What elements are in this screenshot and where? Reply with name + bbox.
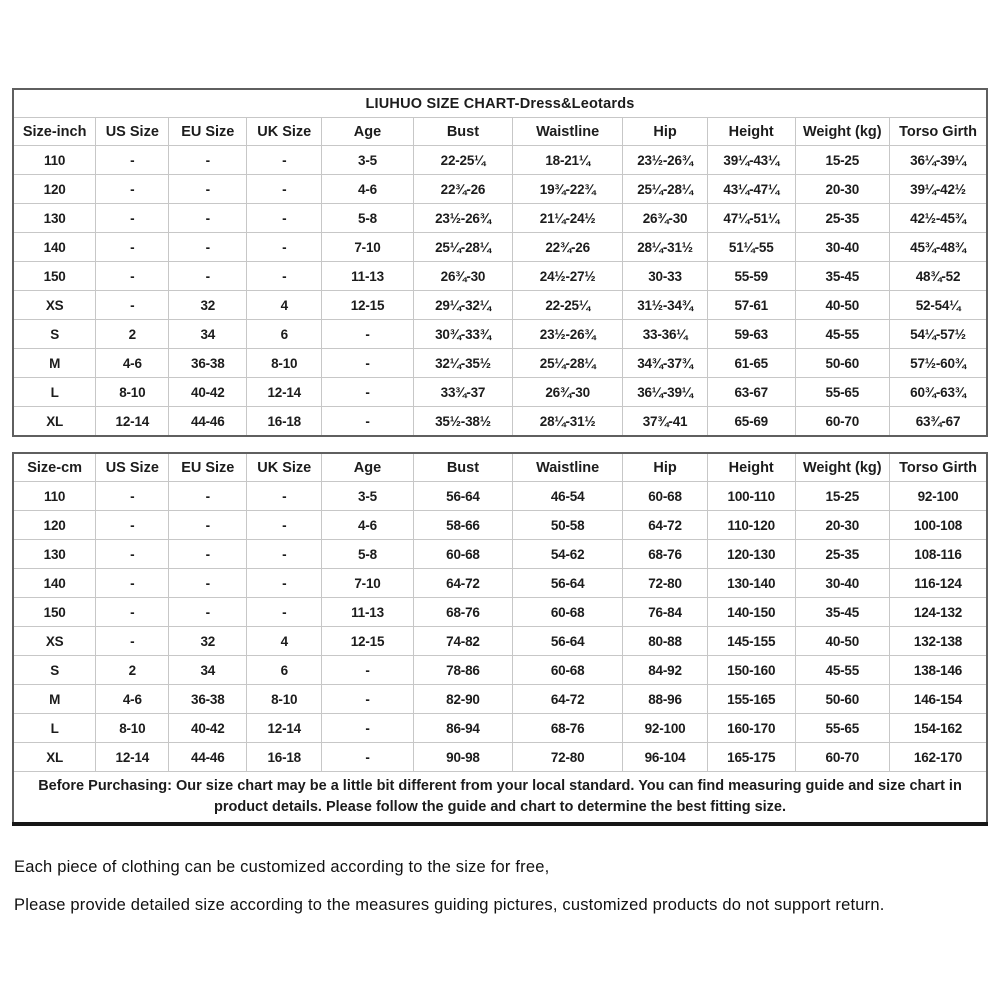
value-cell: 60-68 bbox=[413, 540, 512, 569]
value-cell: 21¼-24½ bbox=[513, 204, 623, 233]
value-cell: 61-65 bbox=[707, 349, 795, 378]
value-cell: 30-40 bbox=[795, 569, 889, 598]
value-cell: 22¾-26 bbox=[413, 175, 512, 204]
value-cell: 160-170 bbox=[707, 714, 795, 743]
column-header: Hip bbox=[623, 118, 708, 146]
value-cell: 7-10 bbox=[322, 233, 414, 262]
value-cell: - bbox=[169, 175, 247, 204]
column-header: Torso Girth bbox=[890, 453, 987, 482]
value-cell: - bbox=[169, 598, 247, 627]
value-cell: 92-100 bbox=[623, 714, 708, 743]
table-row bbox=[13, 233, 987, 262]
value-cell: 40-50 bbox=[795, 291, 889, 320]
column-header: US Size bbox=[96, 453, 169, 482]
value-cell: 44-46 bbox=[169, 407, 247, 437]
value-cell: 55-59 bbox=[707, 262, 795, 291]
value-cell: 150-160 bbox=[707, 656, 795, 685]
value-cell: 12-15 bbox=[322, 291, 414, 320]
table-row bbox=[13, 262, 987, 291]
value-cell: - bbox=[96, 146, 169, 175]
column-header: Size-inch bbox=[13, 118, 96, 146]
value-cell: 48¾-52 bbox=[890, 262, 987, 291]
column-header: UK Size bbox=[247, 453, 322, 482]
value-cell: 50-58 bbox=[513, 511, 623, 540]
value-cell: 76-84 bbox=[623, 598, 708, 627]
inch-header-row bbox=[13, 118, 987, 146]
value-cell: - bbox=[96, 540, 169, 569]
column-header: Age bbox=[322, 453, 414, 482]
size-label-cell: 120 bbox=[13, 175, 96, 204]
table-row bbox=[13, 569, 987, 598]
value-cell: 72-80 bbox=[623, 569, 708, 598]
value-cell: 28¼-31½ bbox=[623, 233, 708, 262]
value-cell: 56-64 bbox=[413, 482, 512, 511]
value-cell: 90-98 bbox=[413, 743, 512, 772]
size-label-cell: M bbox=[13, 349, 96, 378]
value-cell: 86-94 bbox=[413, 714, 512, 743]
column-header: Height bbox=[707, 453, 795, 482]
size-label-cell: 110 bbox=[13, 482, 96, 511]
value-cell: 8-10 bbox=[247, 349, 322, 378]
value-cell: 80-88 bbox=[623, 627, 708, 656]
size-label-cell: S bbox=[13, 656, 96, 685]
value-cell: 64-72 bbox=[413, 569, 512, 598]
value-cell: 24½-27½ bbox=[513, 262, 623, 291]
value-cell: 4-6 bbox=[96, 685, 169, 714]
size-label-cell: 130 bbox=[13, 204, 96, 233]
size-label-cell: L bbox=[13, 714, 96, 743]
value-cell: 20-30 bbox=[795, 511, 889, 540]
value-cell: 20-30 bbox=[795, 175, 889, 204]
value-cell: - bbox=[96, 598, 169, 627]
value-cell: - bbox=[247, 146, 322, 175]
value-cell: 63¾-67 bbox=[890, 407, 987, 437]
value-cell: 26¾-30 bbox=[513, 378, 623, 407]
size-label-cell: XS bbox=[13, 627, 96, 656]
inch-table-body bbox=[13, 118, 987, 437]
value-cell: 19¾-22¾ bbox=[513, 175, 623, 204]
value-cell: - bbox=[322, 714, 414, 743]
value-cell: 68-76 bbox=[513, 714, 623, 743]
value-cell: - bbox=[247, 569, 322, 598]
value-cell: 35-45 bbox=[795, 598, 889, 627]
value-cell: 82-90 bbox=[413, 685, 512, 714]
value-cell: 145-155 bbox=[707, 627, 795, 656]
value-cell: 100-110 bbox=[707, 482, 795, 511]
column-header: Height bbox=[707, 118, 795, 146]
value-cell: 78-86 bbox=[413, 656, 512, 685]
value-cell: 43¼-47¼ bbox=[707, 175, 795, 204]
before-purchasing-note: Before Purchasing: Our size chart may be a little bit different from your local standard. You can find measuring guide and size chart in product details. Please follow the guide and chart to determine the best fitting size. bbox=[13, 772, 987, 825]
value-cell: 8-10 bbox=[96, 714, 169, 743]
value-cell: 64-72 bbox=[513, 685, 623, 714]
value-cell: 100-108 bbox=[890, 511, 987, 540]
value-cell: - bbox=[322, 743, 414, 772]
value-cell: - bbox=[169, 540, 247, 569]
value-cell: 57-61 bbox=[707, 291, 795, 320]
value-cell: 36¼-39¼ bbox=[623, 378, 708, 407]
value-cell: - bbox=[96, 233, 169, 262]
value-cell: - bbox=[169, 511, 247, 540]
value-cell: 50-60 bbox=[795, 349, 889, 378]
table-row bbox=[13, 714, 987, 743]
value-cell: 140-150 bbox=[707, 598, 795, 627]
value-cell: 34 bbox=[169, 656, 247, 685]
value-cell: 88-96 bbox=[623, 685, 708, 714]
value-cell: 12-14 bbox=[247, 378, 322, 407]
value-cell: 8-10 bbox=[96, 378, 169, 407]
value-cell: - bbox=[247, 204, 322, 233]
value-cell: 28¼-31½ bbox=[513, 407, 623, 437]
cm-table-body bbox=[13, 453, 987, 824]
size-label-cell: XS bbox=[13, 291, 96, 320]
value-cell: 108-116 bbox=[890, 540, 987, 569]
value-cell: 34¾-37¾ bbox=[623, 349, 708, 378]
value-cell: 2 bbox=[96, 656, 169, 685]
table-row bbox=[13, 627, 987, 656]
value-cell: - bbox=[96, 482, 169, 511]
table-row bbox=[13, 540, 987, 569]
value-cell: - bbox=[96, 262, 169, 291]
value-cell: 154-162 bbox=[890, 714, 987, 743]
value-cell: 5-8 bbox=[322, 540, 414, 569]
value-cell: 31½-34¾ bbox=[623, 291, 708, 320]
value-cell: 35-45 bbox=[795, 262, 889, 291]
table-row bbox=[13, 320, 987, 349]
value-cell: 55-65 bbox=[795, 378, 889, 407]
value-cell: 25¼-28¼ bbox=[513, 349, 623, 378]
value-cell: 26¾-30 bbox=[413, 262, 512, 291]
size-label-cell: 140 bbox=[13, 233, 96, 262]
value-cell: 63-67 bbox=[707, 378, 795, 407]
value-cell: 51¼-55 bbox=[707, 233, 795, 262]
value-cell: 132-138 bbox=[890, 627, 987, 656]
value-cell: 16-18 bbox=[247, 743, 322, 772]
value-cell: - bbox=[169, 146, 247, 175]
value-cell: 3-5 bbox=[322, 146, 414, 175]
value-cell: 12-15 bbox=[322, 627, 414, 656]
value-cell: 7-10 bbox=[322, 569, 414, 598]
size-label-cell: 140 bbox=[13, 569, 96, 598]
value-cell: - bbox=[322, 320, 414, 349]
value-cell: 36-38 bbox=[169, 349, 247, 378]
value-cell: 56-64 bbox=[513, 569, 623, 598]
value-cell: - bbox=[322, 349, 414, 378]
value-cell: 8-10 bbox=[247, 685, 322, 714]
value-cell: 32 bbox=[169, 291, 247, 320]
customization-note-line-2: Please provide detailed size according to the measures guiding pictures, customized products do not support return. bbox=[14, 896, 885, 914]
cm-header-row bbox=[13, 453, 987, 482]
value-cell: - bbox=[169, 482, 247, 511]
value-cell: 44-46 bbox=[169, 743, 247, 772]
table-row bbox=[13, 598, 987, 627]
value-cell: 15-25 bbox=[795, 146, 889, 175]
value-cell: - bbox=[247, 233, 322, 262]
value-cell: 60-68 bbox=[513, 656, 623, 685]
size-label-cell: S bbox=[13, 320, 96, 349]
value-cell: 46-54 bbox=[513, 482, 623, 511]
table-row bbox=[13, 204, 987, 233]
value-cell: - bbox=[96, 627, 169, 656]
value-cell: 6 bbox=[247, 320, 322, 349]
value-cell: 6 bbox=[247, 656, 322, 685]
column-header: Age bbox=[322, 118, 414, 146]
value-cell: 124-132 bbox=[890, 598, 987, 627]
value-cell: 26¾-30 bbox=[623, 204, 708, 233]
value-cell: 12-14 bbox=[96, 407, 169, 437]
value-cell: 45-55 bbox=[795, 656, 889, 685]
value-cell: 57½-60¾ bbox=[890, 349, 987, 378]
value-cell: - bbox=[96, 291, 169, 320]
value-cell: 32 bbox=[169, 627, 247, 656]
column-header: EU Size bbox=[169, 453, 247, 482]
value-cell: 138-146 bbox=[890, 656, 987, 685]
value-cell: 11-13 bbox=[322, 598, 414, 627]
size-label-cell: XL bbox=[13, 743, 96, 772]
value-cell: 12-14 bbox=[96, 743, 169, 772]
value-cell: 4-6 bbox=[322, 511, 414, 540]
value-cell: 16-18 bbox=[247, 407, 322, 437]
size-label-cell: M bbox=[13, 685, 96, 714]
value-cell: - bbox=[96, 175, 169, 204]
value-cell: 34 bbox=[169, 320, 247, 349]
value-cell: - bbox=[322, 685, 414, 714]
value-cell: 64-72 bbox=[623, 511, 708, 540]
value-cell: 96-104 bbox=[623, 743, 708, 772]
table-row bbox=[13, 349, 987, 378]
value-cell: 22-25¼ bbox=[513, 291, 623, 320]
value-cell: 52-54¼ bbox=[890, 291, 987, 320]
value-cell: 45-55 bbox=[795, 320, 889, 349]
value-cell: 33-36¼ bbox=[623, 320, 708, 349]
value-cell: 120-130 bbox=[707, 540, 795, 569]
table-row bbox=[13, 511, 987, 540]
size-label-cell: 130 bbox=[13, 540, 96, 569]
size-label-cell: XL bbox=[13, 407, 96, 437]
value-cell: 68-76 bbox=[413, 598, 512, 627]
column-header: Hip bbox=[623, 453, 708, 482]
value-cell: 37¾-41 bbox=[623, 407, 708, 437]
value-cell: 162-170 bbox=[890, 743, 987, 772]
value-cell: 25-35 bbox=[795, 540, 889, 569]
size-label-cell: 150 bbox=[13, 598, 96, 627]
value-cell: 4-6 bbox=[96, 349, 169, 378]
value-cell: - bbox=[322, 407, 414, 437]
value-cell: 39¼-42½ bbox=[890, 175, 987, 204]
value-cell: 60¾-63¾ bbox=[890, 378, 987, 407]
table-row bbox=[13, 146, 987, 175]
value-cell: 12-14 bbox=[247, 714, 322, 743]
value-cell: 29¼-32¼ bbox=[413, 291, 512, 320]
value-cell: 30-33 bbox=[623, 262, 708, 291]
table-row bbox=[13, 685, 987, 714]
table-row bbox=[13, 175, 987, 204]
value-cell: - bbox=[322, 656, 414, 685]
value-cell: - bbox=[169, 262, 247, 291]
value-cell: - bbox=[169, 204, 247, 233]
value-cell: 146-154 bbox=[890, 685, 987, 714]
column-header: Bust bbox=[413, 118, 512, 146]
column-header: UK Size bbox=[247, 118, 322, 146]
value-cell: 23½-26¾ bbox=[623, 146, 708, 175]
value-cell: - bbox=[96, 569, 169, 598]
value-cell: 25¼-28¼ bbox=[413, 233, 512, 262]
value-cell: 32¼-35½ bbox=[413, 349, 512, 378]
value-cell: 47¼-51¼ bbox=[707, 204, 795, 233]
value-cell: 33¾-37 bbox=[413, 378, 512, 407]
size-table-inch bbox=[12, 88, 988, 437]
value-cell: 68-76 bbox=[623, 540, 708, 569]
table-row bbox=[13, 378, 987, 407]
size-label-cell: 110 bbox=[13, 146, 96, 175]
value-cell: 5-8 bbox=[322, 204, 414, 233]
value-cell: 40-50 bbox=[795, 627, 889, 656]
value-cell: 54-62 bbox=[513, 540, 623, 569]
value-cell: - bbox=[247, 482, 322, 511]
value-cell: - bbox=[96, 511, 169, 540]
value-cell: 60-68 bbox=[513, 598, 623, 627]
value-cell: 35½-38½ bbox=[413, 407, 512, 437]
value-cell: 92-100 bbox=[890, 482, 987, 511]
value-cell: 130-140 bbox=[707, 569, 795, 598]
value-cell: 11-13 bbox=[322, 262, 414, 291]
size-table-cm bbox=[12, 452, 988, 826]
value-cell: 25-35 bbox=[795, 204, 889, 233]
column-header: EU Size bbox=[169, 118, 247, 146]
value-cell: 155-165 bbox=[707, 685, 795, 714]
value-cell: 45¾-48¾ bbox=[890, 233, 987, 262]
value-cell: 65-69 bbox=[707, 407, 795, 437]
value-cell: 42½-45¾ bbox=[890, 204, 987, 233]
value-cell: 3-5 bbox=[322, 482, 414, 511]
value-cell: - bbox=[322, 378, 414, 407]
column-header: Size-cm bbox=[13, 453, 96, 482]
value-cell: 39¼-43¼ bbox=[707, 146, 795, 175]
value-cell: 40-42 bbox=[169, 714, 247, 743]
value-cell: 4 bbox=[247, 291, 322, 320]
value-cell: 54¼-57½ bbox=[890, 320, 987, 349]
table-row bbox=[13, 743, 987, 772]
value-cell: 110-120 bbox=[707, 511, 795, 540]
customization-note-line-1: Each piece of clothing can be customized according to the size for free, bbox=[14, 858, 550, 876]
value-cell: 60-68 bbox=[623, 482, 708, 511]
column-header: Weight (kg) bbox=[795, 118, 889, 146]
value-cell: 15-25 bbox=[795, 482, 889, 511]
value-cell: - bbox=[247, 262, 322, 291]
value-cell: 72-80 bbox=[513, 743, 623, 772]
size-chart-sheet bbox=[12, 88, 988, 826]
value-cell: - bbox=[169, 233, 247, 262]
chart-title-row bbox=[13, 89, 987, 118]
column-header: Weight (kg) bbox=[795, 453, 889, 482]
table-row bbox=[13, 656, 987, 685]
value-cell: 22¾-26 bbox=[513, 233, 623, 262]
size-label-cell: 150 bbox=[13, 262, 96, 291]
value-cell: 36¼-39¼ bbox=[890, 146, 987, 175]
note-row bbox=[13, 772, 987, 825]
value-cell: - bbox=[247, 540, 322, 569]
value-cell: 30-40 bbox=[795, 233, 889, 262]
value-cell: 25¼-28¼ bbox=[623, 175, 708, 204]
value-cell: - bbox=[169, 569, 247, 598]
value-cell: 30¾-33¾ bbox=[413, 320, 512, 349]
chart-title: LIUHUO SIZE CHART-Dress&Leotards bbox=[13, 89, 987, 118]
value-cell: - bbox=[96, 204, 169, 233]
value-cell: 22-25¼ bbox=[413, 146, 512, 175]
table-row bbox=[13, 407, 987, 437]
value-cell: - bbox=[247, 511, 322, 540]
value-cell: 60-70 bbox=[795, 407, 889, 437]
value-cell: 36-38 bbox=[169, 685, 247, 714]
table-row bbox=[13, 482, 987, 511]
value-cell: 116-124 bbox=[890, 569, 987, 598]
column-header: US Size bbox=[96, 118, 169, 146]
column-header: Waistline bbox=[513, 453, 623, 482]
value-cell: 60-70 bbox=[795, 743, 889, 772]
value-cell: - bbox=[247, 598, 322, 627]
value-cell: - bbox=[247, 175, 322, 204]
column-header: Waistline bbox=[513, 118, 623, 146]
value-cell: 23½-26¾ bbox=[413, 204, 512, 233]
value-cell: 18-21¼ bbox=[513, 146, 623, 175]
size-label-cell: 120 bbox=[13, 511, 96, 540]
value-cell: 2 bbox=[96, 320, 169, 349]
value-cell: 84-92 bbox=[623, 656, 708, 685]
value-cell: 58-66 bbox=[413, 511, 512, 540]
value-cell: 55-65 bbox=[795, 714, 889, 743]
value-cell: 74-82 bbox=[413, 627, 512, 656]
size-label-cell: L bbox=[13, 378, 96, 407]
value-cell: 40-42 bbox=[169, 378, 247, 407]
value-cell: 165-175 bbox=[707, 743, 795, 772]
column-header: Bust bbox=[413, 453, 512, 482]
value-cell: 4-6 bbox=[322, 175, 414, 204]
value-cell: 23½-26¾ bbox=[513, 320, 623, 349]
table-row bbox=[13, 291, 987, 320]
value-cell: 50-60 bbox=[795, 685, 889, 714]
column-header: Torso Girth bbox=[890, 118, 987, 146]
value-cell: 4 bbox=[247, 627, 322, 656]
value-cell: 59-63 bbox=[707, 320, 795, 349]
value-cell: 56-64 bbox=[513, 627, 623, 656]
